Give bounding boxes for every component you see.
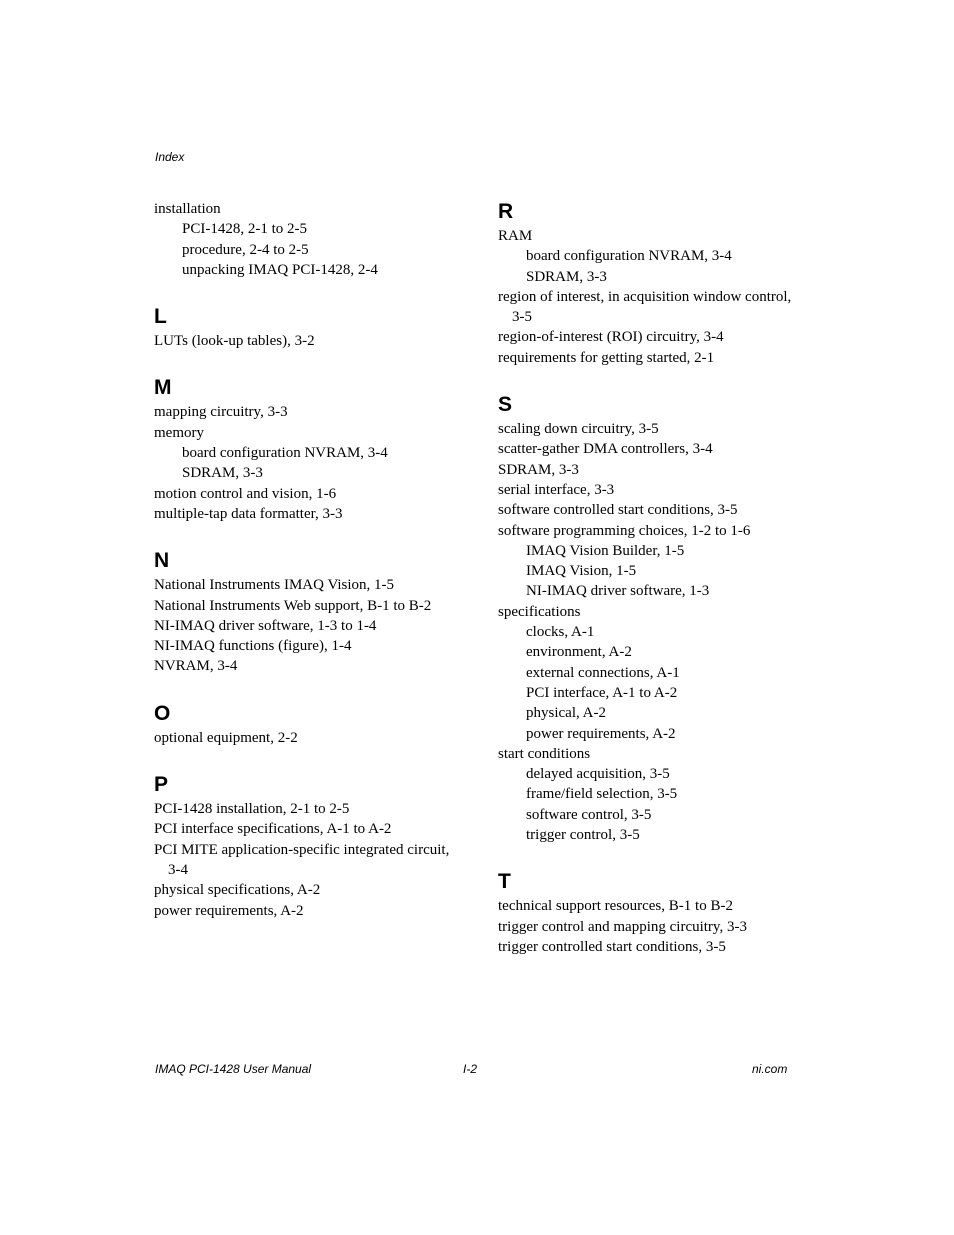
index-group [498,392,798,845]
index-entry: region of interest, in acquisition window control, 3-5 [498,288,792,326]
group-spacer [154,748,454,772]
index-subentry: PCI interface, A-1 to A-2 [526,684,678,701]
index-subentry: clocks, A-1 [526,624,595,641]
index-entry: requirements for getting started, 2-1 [498,349,715,366]
index-subentry: board configuration NVRAM, 3-4 [526,248,732,265]
index-group [154,375,454,524]
index-subentry: SDRAM, 3-3 [182,465,263,482]
index-entry: PCI MITE application-specific integrated circuit, 3-4 [154,841,450,878]
index-entry: SDRAM, 3-3 [498,461,579,478]
index-entry: RAM [498,228,533,244]
index-entry: physical specifications, A-2 [154,882,321,899]
group-spacer [154,351,454,375]
index-subentry: PCI-1428, 2-1 to 2-5 [182,221,307,238]
index-entry: National Instruments IMAQ Vision, 1-5 [154,577,395,594]
index-entry: start conditions [498,745,591,762]
index-subentry: IMAQ Vision Builder, 1-5 [526,542,685,559]
index-letter-heading: N [154,549,170,573]
index-column-right [498,199,798,957]
index-entry: software programming choices, 1-2 to 1-6 [498,522,751,539]
index-subentry: trigger control, 3-5 [526,827,640,844]
index-entry: region-of-interest (ROI) circuitry, 3-4 [498,329,724,346]
index-subentry: frame/field selection, 3-5 [526,786,678,803]
footer-manual-title: IMAQ PCI-1428 User Manual [155,1062,312,1076]
index-group [154,772,454,921]
index-subentry: procedure, 2-4 to 2-5 [182,241,309,258]
index-entry: NI-IMAQ driver software, 1-3 to 1-4 [154,617,377,634]
index-group [154,548,454,676]
index-entry: motion control and vision, 1-6 [154,485,337,502]
index-subentry: physical, A-2 [526,705,606,722]
index-group [154,701,454,748]
index-entry: specifications [498,603,581,620]
index-entry: power requirements, A-2 [154,902,304,919]
index-subentry: unpacking IMAQ PCI-1428, 2-4 [182,261,378,278]
index-entry: trigger control and mapping circuitry, 3-3 [498,918,747,935]
footer-website: ni.com [752,1062,788,1076]
index-entry: scatter-gather DMA controllers, 3-4 [498,441,713,458]
index-entry: NVRAM, 3-4 [154,658,238,675]
group-spacer [154,677,454,701]
running-header: Index [155,150,185,164]
index-subentry: external connections, A-1 [526,664,680,681]
index-entry: trigger controlled start conditions, 3-5 [498,938,726,955]
index-subentry: software control, 3-5 [526,806,652,823]
index-group [154,304,454,351]
index-subentry: delayed acquisition, 3-5 [526,766,670,783]
group-spacer [498,368,798,392]
index-subentry: SDRAM, 3-3 [526,268,607,285]
index-subentry: IMAQ Vision, 1-5 [526,563,637,580]
index-column-left [154,199,454,921]
group-spacer [498,845,798,869]
index-entry: PCI-1428 installation, 2-1 to 2-5 [154,801,350,818]
index-subentry: environment, A-2 [526,644,632,661]
index-subentry: power requirements, A-2 [526,725,676,742]
index-entry: optional equipment, 2-2 [154,729,298,746]
group-spacer [154,280,454,304]
index-letter-heading: O [154,701,171,725]
group-spacer [154,524,454,548]
index-group [498,199,798,368]
index-group [498,869,798,957]
index-letter-heading: R [498,200,514,223]
index-letter-heading: S [498,393,513,417]
index-subentry: board configuration NVRAM, 3-4 [182,445,388,462]
index-entry: LUTs (look-up tables), 3-2 [154,333,315,350]
index-entry: technical support resources, B-1 to B-2 [498,898,733,915]
index-entry: serial interface, 3-3 [498,481,615,498]
index-subentry: NI-IMAQ driver software, 1-3 [526,583,710,600]
index-letter-heading: M [154,376,172,400]
index-entry: PCI interface specifications, A-1 to A-2 [154,821,392,838]
index-letter-heading: P [154,773,169,797]
index-entry: software controlled start conditions, 3-5 [498,502,738,519]
index-entry: mapping circuitry, 3-3 [154,404,288,421]
index-entry: memory [154,424,204,441]
footer-page-number: I-2 [463,1062,478,1076]
index-entry: multiple-tap data formatter, 3-3 [154,505,343,522]
index-entry: installation [154,201,221,217]
index-letter-heading: L [154,305,167,329]
index-entry: National Instruments Web support, B-1 to B-2 [154,597,432,614]
index-group [154,199,454,280]
index-entry: NI-IMAQ functions (figure), 1-4 [154,638,352,655]
index-letter-heading: T [498,870,511,894]
index-entry: scaling down circuitry, 3-5 [498,421,659,438]
